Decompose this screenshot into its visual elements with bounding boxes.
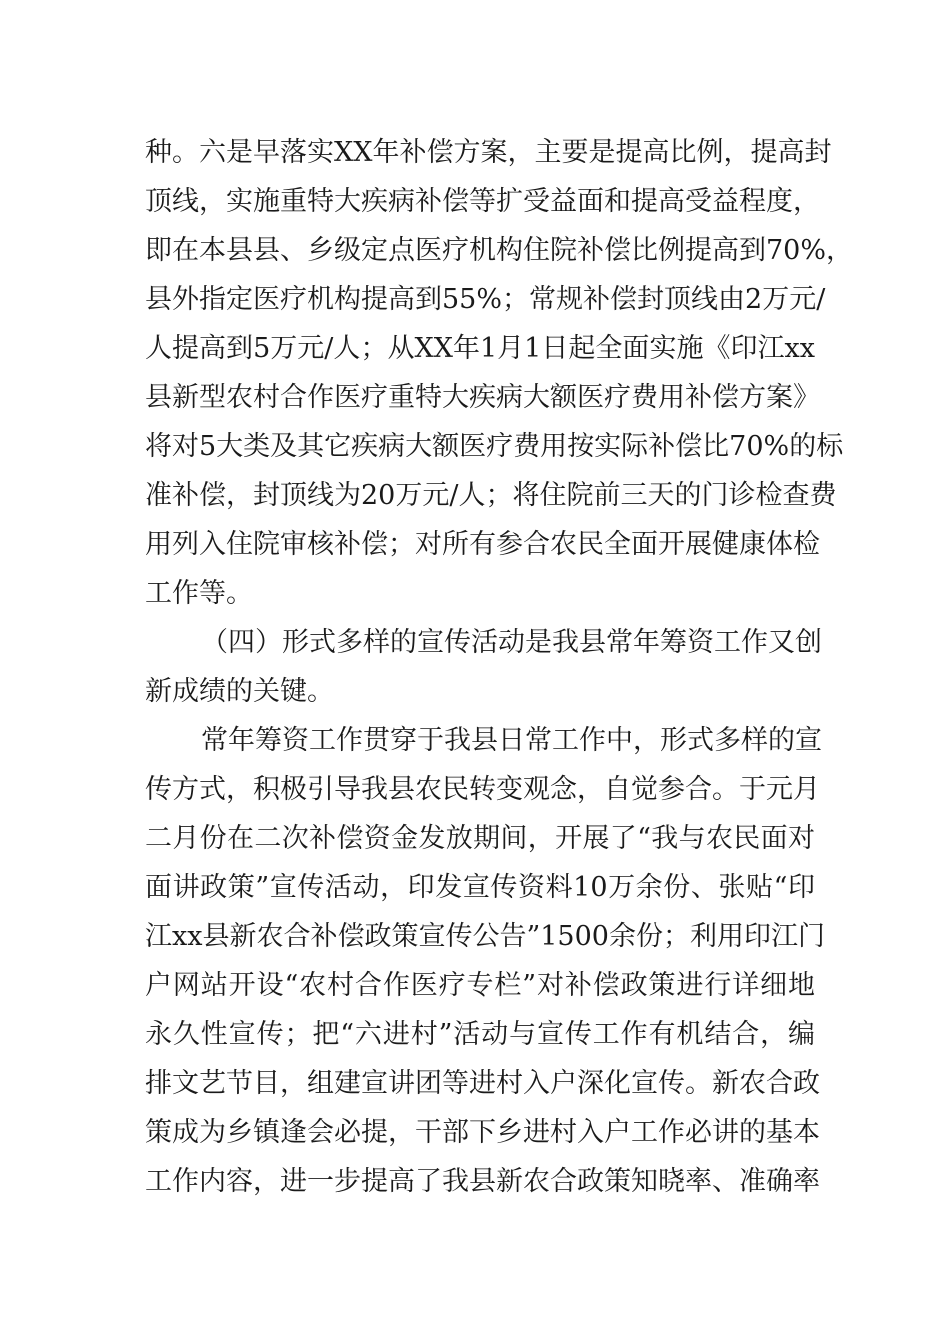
section-heading-line: （四）形式多样的宣传活动是我县常年筹资工作又创 [201, 627, 822, 658]
text-line: 县新型农村合作医疗重特大疾病大额医疗费用补偿方案》 [145, 382, 820, 413]
text-line: 将对5大类及其它疾病大额医疗费用按实际补偿比70%的标 [145, 431, 844, 462]
text-line: 户网站开设“农村合作医疗专栏”对补偿政策进行详细地 [145, 970, 815, 1001]
text-line: 种。六是早落实XX年补偿方案，主要是提高比例，提高封 [145, 137, 832, 168]
text-line: 策成为乡镇逢会必提，干部下乡进村入户工作必讲的基本 [145, 1117, 820, 1148]
text-line: 县外指定医疗机构提高到55%；常规补偿封顶线由2万元/ [145, 284, 826, 315]
text-line: 工作内容，进一步提高了我县新农合政策知晓率、准确率 [145, 1166, 820, 1197]
text-line: 永久性宣传；把“六进村”活动与宣传工作有机结合，编 [145, 1019, 815, 1050]
text-line: 传方式，积极引导我县农民转变观念，自觉参合。于元月 [145, 774, 820, 805]
text-line: 即在本县县、乡级定点医疗机构住院补偿比例提高到70%， [145, 235, 854, 266]
text-line: 面讲政策”宣传活动，印发宣传资料10万余份、张贴“印 [145, 872, 815, 903]
text-line: 准补偿，封顶线为20万元/人；将住院前三天的门诊检查费 [145, 480, 837, 511]
text-line: 排文艺节目，组建宣讲团等进村入户深化宣传。新农合政 [145, 1068, 820, 1099]
text-line: 人提高到5万元/人；从XX年1月1日起全面实施《印江xx [145, 333, 815, 364]
text-line: 二月份在二次补偿资金发放期间，开展了“我与农民面对 [145, 823, 815, 854]
document-body [145, 128, 854, 1206]
section-heading-line: 新成绩的关键。 [145, 676, 334, 707]
text-line: 工作等。 [145, 578, 253, 609]
text-line: 用列入住院审核补偿；对所有参合农民全面开展健康体检 [145, 529, 820, 560]
text-line: 江xx县新农合补偿政策宣传公告”1500余份；利用印江门 [145, 921, 825, 952]
text-line: 常年筹资工作贯穿于我县日常工作中，形式多样的宣 [201, 725, 822, 756]
text-line: 顶线，实施重特大疾病补偿等扩受益面和提高受益程度， [145, 186, 820, 217]
